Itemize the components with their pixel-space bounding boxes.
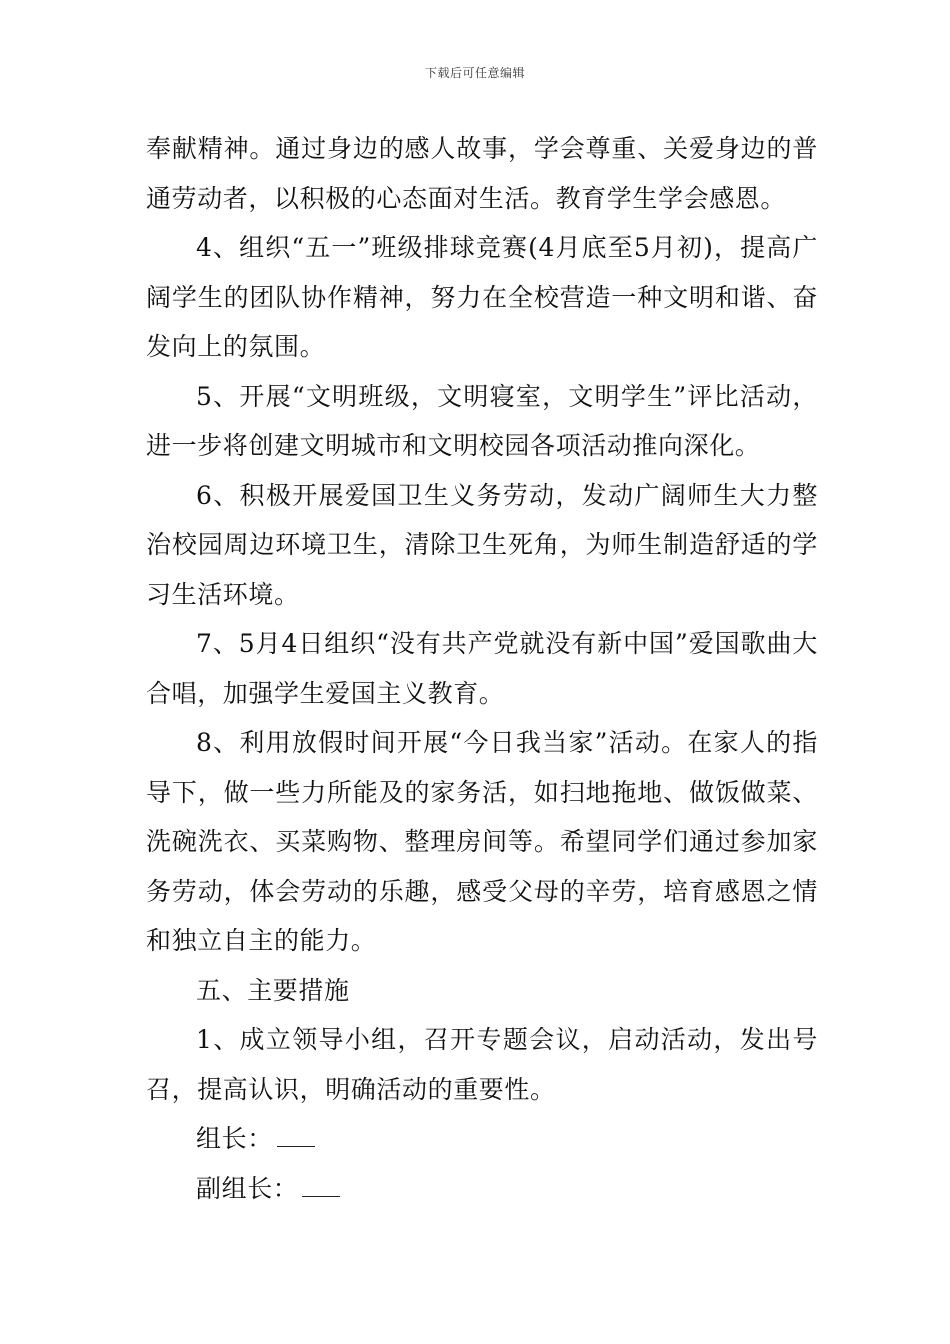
document-body — [146, 124, 818, 1213]
paragraph-item-8: 8、利用放假时间开展“今日我当家”活动。在家人的指导下，做一些力所能及的家务活，如扫地拖地、做饭做菜、洗碗洗衣、买菜购物、整理房间等。希望同学们通过参加家务劳动，体会劳动的乐趣，感受父母的辛劳，培育感恩之情和独立自主的能力。 — [146, 728, 818, 955]
leader-label: 组长： — [196, 1124, 273, 1153]
deputy-leader-blank — [302, 1174, 340, 1197]
paragraph-item-4: 4、组织“五一”班级排球竞赛(4月底至5月初)，提高广阔学生的团队协作精神，努力在全校营造一种文明和谐、奋发向上的氛围。 — [146, 233, 818, 361]
page-header: 下载后可任意编辑 — [424, 66, 525, 80]
leader-blank — [277, 1124, 315, 1147]
paragraph-continuation: 奉献精神。通过身边的感人故事，学会尊重、关爱身边的普通劳动者，以积极的心态面对生活。教育学生学会感恩。 — [146, 134, 818, 213]
section-heading-measures: 五、主要措施 — [196, 975, 350, 1005]
paragraph-item-6: 6、积极开展爱国卫生义务劳动，发动广阔师生大力整治校园周边环境卫生，清除卫生死角，为师生制造舒适的学习生活环境。 — [146, 480, 818, 609]
leader-line — [146, 1114, 818, 1164]
paragraph-item-5: 5、开展“文明班级，文明寝室，文明学生”评比活动，进一步将创建文明城市和文明校园各项活动推向深化。 — [146, 381, 818, 460]
deputy-leader-label: 副组长： — [196, 1173, 299, 1203]
deputy-leader-line — [146, 1164, 818, 1214]
paragraph-measure-1: 1、成立领导小组，召开专题会议，启动活动，发出号召，提高认识，明确活动的重要性。 — [146, 1025, 818, 1104]
paragraph-item-7: 7、5月4日组织“没有共产党就没有新中国”爱国歌曲大合唱，加强学生爱国主义教育。 — [146, 629, 818, 708]
